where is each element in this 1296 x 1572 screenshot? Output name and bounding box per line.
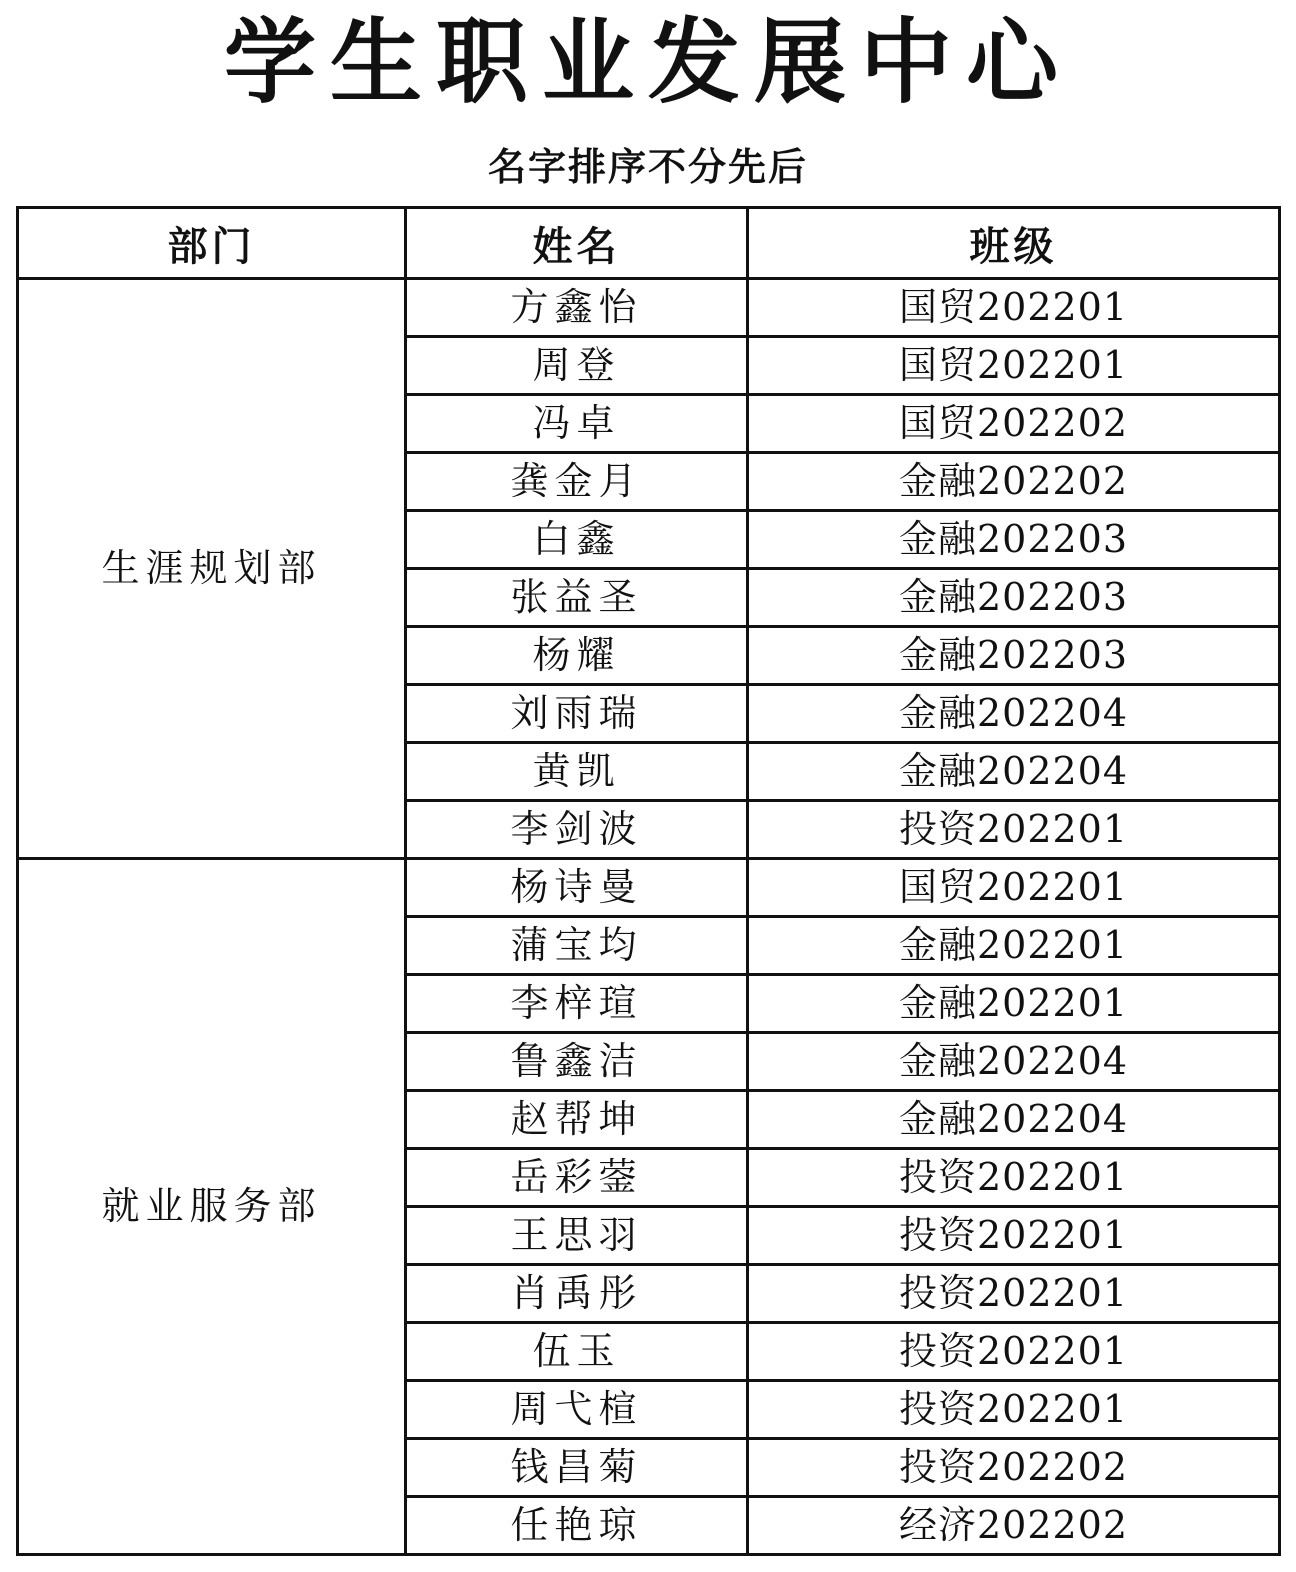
class-cell: 投资202201 xyxy=(748,801,1280,859)
class-cell: 金融202203 xyxy=(748,627,1280,685)
header-department: 部门 xyxy=(18,208,406,279)
table-row xyxy=(18,279,1280,337)
name-cell: 肖禹彤 xyxy=(406,1265,748,1323)
class-cell: 投资202201 xyxy=(748,1265,1280,1323)
name-cell: 张益圣 xyxy=(406,569,748,627)
name-cell: 冯卓 xyxy=(406,395,748,453)
department-cell: 就业服务部 xyxy=(18,859,406,1555)
class-cell: 经济202202 xyxy=(748,1497,1280,1555)
name-cell: 方鑫怡 xyxy=(406,279,748,337)
name-cell: 龚金月 xyxy=(406,453,748,511)
class-cell: 投资202201 xyxy=(748,1207,1280,1265)
name-cell: 伍玉 xyxy=(406,1323,748,1381)
class-cell: 金融202201 xyxy=(748,975,1280,1033)
class-cell: 投资202201 xyxy=(748,1381,1280,1439)
class-cell: 投资202202 xyxy=(748,1439,1280,1497)
name-cell: 钱昌菊 xyxy=(406,1439,748,1497)
roster-table xyxy=(16,206,1281,1556)
name-cell: 黄凯 xyxy=(406,743,748,801)
header-row xyxy=(18,208,1280,279)
class-cell: 国贸202201 xyxy=(748,279,1280,337)
name-cell: 岳彩蓥 xyxy=(406,1149,748,1207)
name-cell: 任艳琼 xyxy=(406,1497,748,1555)
name-cell: 李剑波 xyxy=(406,801,748,859)
table-body xyxy=(18,279,1280,1555)
class-cell: 金融202204 xyxy=(748,1033,1280,1091)
class-cell: 投资202201 xyxy=(748,1323,1280,1381)
name-cell: 周弋楦 xyxy=(406,1381,748,1439)
page-title: 学生职业发展中心 xyxy=(223,9,1072,116)
name-cell: 蒲宝均 xyxy=(406,917,748,975)
name-cell: 杨诗曼 xyxy=(406,859,748,917)
class-cell: 国贸202201 xyxy=(748,859,1280,917)
name-cell: 周登 xyxy=(406,337,748,395)
name-cell: 赵帮坤 xyxy=(406,1091,748,1149)
name-cell: 李梓瑄 xyxy=(406,975,748,1033)
table-header xyxy=(18,208,1280,279)
name-cell: 白鑫 xyxy=(406,511,748,569)
class-cell: 金融202202 xyxy=(748,453,1280,511)
header-name: 姓名 xyxy=(406,208,748,279)
name-cell: 鲁鑫洁 xyxy=(406,1033,748,1091)
name-cell: 杨耀 xyxy=(406,627,748,685)
class-cell: 金融202201 xyxy=(748,917,1280,975)
class-cell: 国贸202201 xyxy=(748,337,1280,395)
name-cell: 王思羽 xyxy=(406,1207,748,1265)
class-cell: 金融202203 xyxy=(748,511,1280,569)
table-row xyxy=(18,859,1280,917)
class-cell: 金融202203 xyxy=(748,569,1280,627)
class-cell: 金融202204 xyxy=(748,685,1280,743)
class-cell: 国贸202202 xyxy=(748,395,1280,453)
department-cell: 生涯规划部 xyxy=(18,279,406,859)
name-cell: 刘雨瑞 xyxy=(406,685,748,743)
class-cell: 金融202204 xyxy=(748,743,1280,801)
class-cell: 金融202204 xyxy=(748,1091,1280,1149)
page-subtitle: 名字排序不分先后 xyxy=(487,145,808,189)
header-class: 班级 xyxy=(748,208,1280,279)
class-cell: 投资202201 xyxy=(748,1149,1280,1207)
